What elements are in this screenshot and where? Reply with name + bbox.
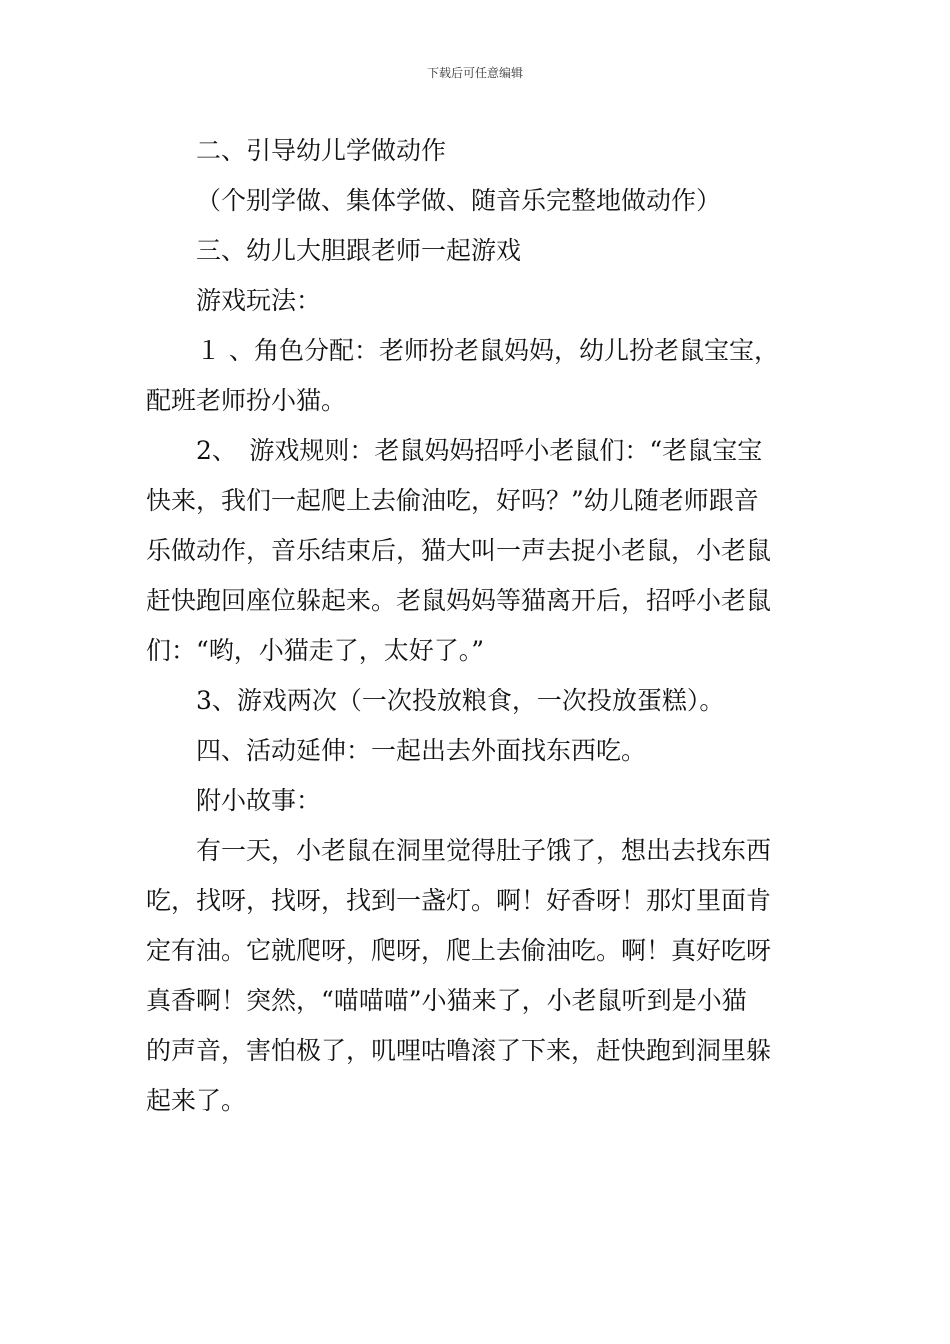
text-line: 二、引导幼儿学做动作 — [196, 136, 447, 165]
text-line: 赶快跑回座位躲起来。老鼠妈妈等猫离开后，招呼小老鼠 — [146, 586, 772, 615]
text-line: （个别学做、集体学做、随音乐完整地做动作） — [196, 186, 722, 215]
text-line: 们：“哟，小猫走了，太好了。” — [146, 636, 485, 665]
text-line: 游戏玩法： — [196, 286, 322, 315]
text-line: 起来了。 — [146, 1086, 247, 1115]
text-line: 2、 游戏规则：老鼠妈妈招呼小老鼠们：“老鼠宝宝 — [196, 436, 763, 465]
text-line: 三、幼儿大胆跟老师一起游戏 — [196, 236, 522, 265]
text-line: 真香啊！突然，“喵喵喵”小猫来了，小老鼠听到是小猫 — [146, 986, 747, 1015]
text-line: 附小故事： — [196, 786, 322, 815]
page-header: 下载后可任意编辑 — [426, 66, 523, 80]
text-line: 四、活动延伸：一起出去外面找东西吃。 — [196, 736, 647, 765]
text-line: 定有油。它就爬呀，爬呀，爬上去偷油吃。啊！真好吃呀 — [146, 936, 772, 965]
text-line: 3、游戏两次（一次投放粮食，一次投放蛋糕）。 — [196, 686, 725, 715]
document-body — [146, 126, 816, 1126]
text-line: 的声音，害怕极了，叽哩咕噜滚了下来，赶快跑到洞里躲 — [146, 1036, 772, 1065]
text-line: 吃，找呀，找呀，找到一盏灯。啊！好香呀！那灯里面肯 — [146, 886, 772, 915]
text-line: 配班老师扮小猫。 — [146, 386, 347, 415]
text-line: 快来，我们一起爬上去偷油吃，好吗？”幼儿随老师跟音 — [146, 486, 759, 515]
text-line: 乐做动作，音乐结束后，猫大叫一声去捉小老鼠，小老鼠 — [146, 536, 772, 565]
text-line: 有一天，小老鼠在洞里觉得肚子饿了，想出去找东西 — [196, 836, 772, 865]
text-line: １ 、角色分配：老师扮老鼠妈妈，幼儿扮老鼠宝宝， — [196, 336, 779, 365]
